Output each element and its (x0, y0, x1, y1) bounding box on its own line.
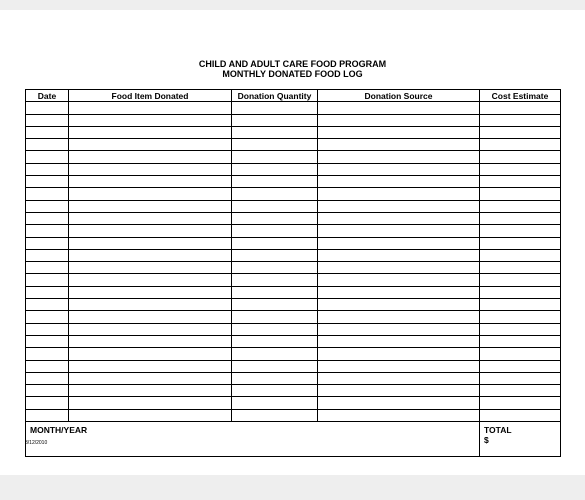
food-item-cell[interactable] (69, 176, 232, 188)
donation-source-cell[interactable] (318, 126, 480, 138)
donation-source-cell[interactable] (318, 299, 480, 311)
donation-quantity-cell[interactable] (232, 311, 318, 323)
food-item-cell[interactable] (69, 212, 232, 224)
table-header-row (26, 90, 561, 102)
cost-estimate-cell[interactable] (480, 114, 561, 126)
donation-quantity-cell[interactable] (232, 262, 318, 274)
table-row (26, 335, 561, 347)
table-body (26, 102, 561, 422)
food-item-cell[interactable] (69, 126, 232, 138)
date-cell[interactable] (26, 348, 69, 360)
donation-source-cell[interactable] (318, 348, 480, 360)
donation-quantity-cell[interactable] (232, 237, 318, 249)
cost-estimate-cell[interactable] (480, 102, 561, 114)
donation-source-cell[interactable] (318, 311, 480, 323)
date-cell[interactable] (26, 114, 69, 126)
food-item-cell[interactable] (69, 151, 232, 163)
cost-estimate-cell[interactable] (480, 299, 561, 311)
food-item-cell[interactable] (69, 397, 232, 409)
food-item-cell[interactable] (69, 188, 232, 200)
table-row (26, 151, 561, 163)
cost-estimate-cell[interactable] (480, 212, 561, 224)
food-item-cell[interactable] (69, 385, 232, 397)
food-item-cell[interactable] (69, 299, 232, 311)
date-cell[interactable] (26, 262, 69, 274)
table-row (26, 200, 561, 212)
table-row (26, 299, 561, 311)
donation-quantity-cell[interactable] (232, 372, 318, 384)
table-row (26, 323, 561, 335)
date-cell[interactable] (26, 200, 69, 212)
header-cost-estimate: Cost Estimate (480, 90, 561, 102)
cost-estimate-cell[interactable] (480, 348, 561, 360)
document-page (0, 10, 585, 475)
date-cell[interactable] (26, 385, 69, 397)
cost-estimate-cell[interactable] (480, 126, 561, 138)
date-cell[interactable] (26, 323, 69, 335)
cost-estimate-cell[interactable] (480, 139, 561, 151)
food-item-cell[interactable] (69, 335, 232, 347)
form-subtitle: MONTHLY DONATED FOOD LOG (222, 69, 363, 79)
donation-quantity-cell[interactable] (232, 397, 318, 409)
donation-quantity-cell[interactable] (232, 348, 318, 360)
total-cell[interactable] (480, 422, 561, 457)
food-item-cell[interactable] (69, 114, 232, 126)
date-cell[interactable] (26, 139, 69, 151)
date-cell[interactable] (26, 151, 69, 163)
table-row (26, 360, 561, 372)
table-footer-row (26, 422, 561, 457)
donation-quantity-cell[interactable] (232, 114, 318, 126)
table-row (26, 212, 561, 224)
donation-quantity-cell[interactable] (232, 385, 318, 397)
donation-source-cell[interactable] (318, 212, 480, 224)
food-item-cell[interactable] (69, 372, 232, 384)
donation-source-cell[interactable] (318, 360, 480, 372)
donation-quantity-cell[interactable] (232, 249, 318, 261)
donation-source-cell[interactable] (318, 249, 480, 261)
cost-estimate-cell[interactable] (480, 360, 561, 372)
table-row (26, 102, 561, 114)
cost-estimate-cell[interactable] (480, 188, 561, 200)
donation-quantity-cell[interactable] (232, 176, 318, 188)
cost-estimate-cell[interactable] (480, 225, 561, 237)
donation-source-cell[interactable] (318, 163, 480, 175)
table-row (26, 311, 561, 323)
donation-source-cell[interactable] (318, 323, 480, 335)
food-item-cell[interactable] (69, 200, 232, 212)
date-cell[interactable] (26, 225, 69, 237)
month-year-cell[interactable] (26, 422, 480, 457)
date-cell[interactable] (26, 176, 69, 188)
date-cell[interactable] (26, 372, 69, 384)
donation-source-cell[interactable] (318, 409, 480, 421)
donation-quantity-cell[interactable] (232, 299, 318, 311)
total-label: TOTAL (484, 425, 512, 436)
donation-source-cell[interactable] (318, 397, 480, 409)
table-row (26, 385, 561, 397)
donation-quantity-cell[interactable] (232, 286, 318, 298)
donation-quantity-cell[interactable] (232, 188, 318, 200)
date-cell[interactable] (26, 102, 69, 114)
table-row (26, 372, 561, 384)
cost-estimate-cell[interactable] (480, 274, 561, 286)
date-cell[interactable] (26, 360, 69, 372)
donation-source-cell[interactable] (318, 139, 480, 151)
date-cell[interactable] (26, 286, 69, 298)
cost-estimate-cell[interactable] (480, 286, 561, 298)
table-row (26, 114, 561, 126)
cost-estimate-cell[interactable] (480, 385, 561, 397)
food-item-cell[interactable] (69, 274, 232, 286)
food-item-cell[interactable] (69, 409, 232, 421)
table-row (26, 237, 561, 249)
food-item-cell[interactable] (69, 360, 232, 372)
date-cell[interactable] (26, 249, 69, 261)
donation-source-cell[interactable] (318, 225, 480, 237)
date-cell[interactable] (26, 212, 69, 224)
header-donation-source: Donation Source (318, 90, 480, 102)
table-row (26, 262, 561, 274)
table-row (26, 348, 561, 360)
donation-source-cell[interactable] (318, 151, 480, 163)
table-row (26, 249, 561, 261)
table-row (26, 163, 561, 175)
date-cell[interactable] (26, 409, 69, 421)
donation-quantity-cell[interactable] (232, 126, 318, 138)
table-row (26, 274, 561, 286)
food-item-cell[interactable] (69, 262, 232, 274)
date-cell[interactable] (26, 299, 69, 311)
cost-estimate-cell[interactable] (480, 409, 561, 421)
table-row (26, 409, 561, 421)
food-item-cell[interactable] (69, 323, 232, 335)
donation-source-cell[interactable] (318, 385, 480, 397)
cost-estimate-cell[interactable] (480, 163, 561, 175)
donation-source-cell[interactable] (318, 188, 480, 200)
cost-estimate-cell[interactable] (480, 262, 561, 274)
donation-quantity-cell[interactable] (232, 274, 318, 286)
table-row (26, 126, 561, 138)
revision-date: 3/12/2010 (25, 440, 48, 446)
food-item-cell[interactable] (69, 348, 232, 360)
date-cell[interactable] (26, 274, 69, 286)
donation-quantity-cell[interactable] (232, 360, 318, 372)
currency-symbol: $ (484, 435, 489, 446)
donation-source-cell[interactable] (318, 102, 480, 114)
donation-source-cell[interactable] (318, 372, 480, 384)
table-row (26, 286, 561, 298)
donation-quantity-cell[interactable] (232, 200, 318, 212)
donation-source-cell[interactable] (318, 237, 480, 249)
food-item-cell[interactable] (69, 139, 232, 151)
cost-estimate-cell[interactable] (480, 323, 561, 335)
form-title: CHILD AND ADULT CARE FOOD PROGRAM (198, 59, 387, 69)
date-cell[interactable] (26, 126, 69, 138)
donated-food-log-table (25, 89, 561, 457)
date-cell[interactable] (26, 163, 69, 175)
food-item-cell[interactable] (69, 163, 232, 175)
donation-quantity-cell[interactable] (232, 163, 318, 175)
food-item-cell[interactable] (69, 249, 232, 261)
donation-source-cell[interactable] (318, 286, 480, 298)
date-cell[interactable] (26, 311, 69, 323)
cost-estimate-cell[interactable] (480, 372, 561, 384)
donation-source-cell[interactable] (318, 200, 480, 212)
donation-quantity-cell[interactable] (232, 212, 318, 224)
date-cell[interactable] (26, 335, 69, 347)
donation-quantity-cell[interactable] (232, 409, 318, 421)
cost-estimate-cell[interactable] (480, 200, 561, 212)
table-row (26, 139, 561, 151)
month-year-label: MONTH/YEAR (30, 425, 88, 436)
donation-source-cell[interactable] (318, 114, 480, 126)
food-item-cell[interactable] (69, 102, 232, 114)
table-row (26, 225, 561, 237)
header-donation-quantity: Donation Quantity (232, 90, 318, 102)
food-item-cell[interactable] (69, 237, 232, 249)
cost-estimate-cell[interactable] (480, 151, 561, 163)
cost-estimate-cell[interactable] (480, 249, 561, 261)
donation-quantity-cell[interactable] (232, 102, 318, 114)
food-item-cell[interactable] (69, 311, 232, 323)
donation-source-cell[interactable] (318, 262, 480, 274)
food-item-cell[interactable] (69, 286, 232, 298)
donation-source-cell[interactable] (318, 335, 480, 347)
cost-estimate-cell[interactable] (480, 397, 561, 409)
date-cell[interactable] (26, 397, 69, 409)
donation-quantity-cell[interactable] (232, 139, 318, 151)
cost-estimate-cell[interactable] (480, 237, 561, 249)
donation-source-cell[interactable] (318, 274, 480, 286)
table-row (26, 176, 561, 188)
donation-quantity-cell[interactable] (232, 323, 318, 335)
header-food-item: Food Item Donated (69, 90, 232, 102)
cost-estimate-cell[interactable] (480, 311, 561, 323)
donation-quantity-cell[interactable] (232, 335, 318, 347)
cost-estimate-cell[interactable] (480, 176, 561, 188)
cost-estimate-cell[interactable] (480, 335, 561, 347)
food-item-cell[interactable] (69, 225, 232, 237)
date-cell[interactable] (26, 237, 69, 249)
donation-quantity-cell[interactable] (232, 225, 318, 237)
donation-quantity-cell[interactable] (232, 151, 318, 163)
table-row (26, 188, 561, 200)
date-cell[interactable] (26, 188, 69, 200)
table-row (26, 397, 561, 409)
header-date: Date (26, 90, 69, 102)
donation-source-cell[interactable] (318, 176, 480, 188)
